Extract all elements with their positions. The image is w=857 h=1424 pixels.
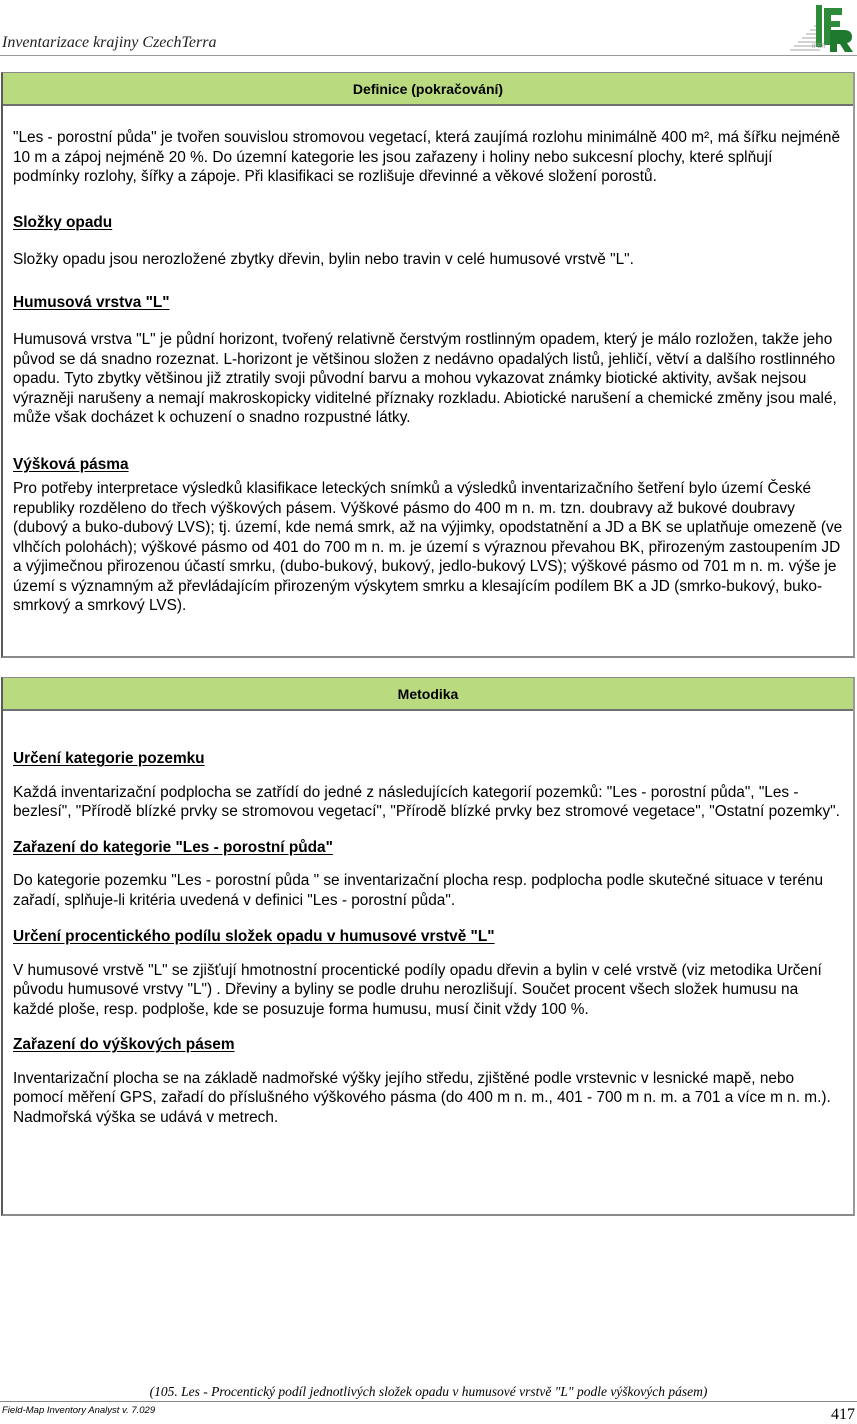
subheading-altitude-zones: Výšková pásma [13, 455, 129, 473]
subheading-forest-category: Zařazení do kategorie "Les - porostní půda" [13, 838, 333, 856]
litter-components-text: Složky opadu jsou nerozložené zbytky dřevin, bylin nebo travin v celé humusové vrstvě "L". [13, 251, 634, 268]
page-number: 417 [831, 1406, 855, 1423]
section-methodology [1, 677, 855, 1216]
footer-divider [0, 1401, 857, 1402]
table-caption: (105. Les - Procentický podíl jednotlivých složek opadu v humusové vrstvě "L" podle výškových pásem) [149, 1384, 708, 1399]
subheading-humus-layer: Humusová vrstva "L" [13, 293, 170, 311]
section-header: Metodika [3, 678, 853, 711]
subheading-land-category: Určení kategorie pozemku [13, 750, 205, 767]
ifer-logo-icon [760, 2, 855, 54]
document-title: Inventarizace krajiny CzechTerra [2, 34, 217, 51]
section-definitions [1, 72, 855, 658]
header-divider [0, 55, 857, 56]
page-header [0, 0, 857, 57]
app-version: Field-Map Inventory Analyst v. 7.029 [2, 1405, 156, 1416]
section-body [3, 128, 853, 616]
altitude-zones-text: Pro potřeby interpretace výsledků klasifikace leteckých snímků a výsledků inventarizačního šetření bylo území České republiky rozděleno do třech výškových pásem. Výškové pásmo do 400 m n. m. tzn. doubravy až bukové doubravy (dubový a buko-dubový LVS); tj. území, kde nemá smrk, až na výjimky, opodstatnění a JD a BK se uplatňuje omezeně (ve vlhčích polohách); výškové pásmo od 401 do 700 m n. m. je území s výraznou převahou BK, přirozeným zastoupením JD a výjimečnou přirozenou účastí smrku, (dubo-bukový, bukový, jedlo-bukový LVS); výškové pásmo od 701 m n. m. výše je území s významným až převládajícím přirozeným výskytem smrku a klesajícím podílem BK a JD (smrko-bukový, buko-smrkový a smrkový LVS). [13, 480, 843, 614]
subheading-litter-components: Složky opadu [13, 213, 113, 231]
section-body [3, 749, 853, 1127]
humus-layer-text: Humusová vrstva "L" je půdní horizont, tvořený relativně čerstvým rostlinným opadem, který je málo rozložen, takže jeho původ se dá snadno rozeznat. L-horizont je většinou složen z nedávno opadalých listů, jehličí, větví a dalšího rostlinného opadu. Tyto zbytky většinou již ztratily svoji původní barvu a mohou vykazovat známky biotické aktivity, avšak nejsou výrazněji narušeny a nemají makroskopicky viditelné příznaky rozkladu. Abiotické narušení a chemické změny jsou malé, může však docházet k ochuzení o snadno rozpustné látky. [13, 331, 837, 426]
definition-forest-text: "Les - porostní půda" je tvořen souvislou stromovou vegetací, která zaujímá rozlohu minimálně 400 m², má šířku nejméně 10 m a zápoj nejméně 20 %. Do územní kategorie les jsou zařazeny i holiny nebo sukcesní plochy, které splňují podmínky rozlohy, šířky a zápoje. Při klasifikaci se rozlišuje dřevinné a věkové složení porostů. [13, 129, 841, 185]
subheading-litter-percentage: Určení procentického podílu složek opadu v humusové vrstvě "L" [13, 928, 495, 945]
subheading-altitude-assignment: Zařazení do výškových pásem [13, 1036, 235, 1053]
section-header: Definice (pokračování) [3, 73, 853, 106]
altitude-assignment-text: Inventarizační plocha se na základě nadmořské výšky jejího středu, zjištěné podle vrstevnic v lesnické mapě, nebo pomocí měření GPS, zařadí do příslušného výškového pásma (do 400 m n. m., 401 - 700 m n. m. a 701 a více m n. m.). Nadmořská výška se udává v metrech. [13, 1069, 831, 1126]
litter-percentage-text: V humusové vrstvě "L" se zjišťují hmotnostní procentické podíly opadu dřevin a bylin v celé vrstvě (viz metodika Určení původu humusové vrstvy "L") . Dřeviny a byliny se podle druhu nerozlišují. Součet procent všech složek humusu na každé ploše, resp. podploše, kde se posuzuje forma humusu, musí činit vždy 100 %. [13, 961, 822, 1018]
svg-text:IFER: IFER [812, 44, 826, 50]
forest-category-text: Do kategorie pozemku "Les - porostní půda " se inventarizační plocha resp. podplocha podle skutečné situace v terénu zařadí, splňuje-li kritéria uvedená v definici "Les - porostní půda". [13, 872, 824, 909]
land-category-text: Každá inventarizační podplocha se zatřídí do jedné z následujících kategorií pozemků: "Les - porostní půda", "Les - bezlesí", "Přírodě blízké prvky se stromovou vegetací", "Přírodě blízké prvky bez stromové vegetace", "Ostatní pozemky". [13, 783, 840, 820]
